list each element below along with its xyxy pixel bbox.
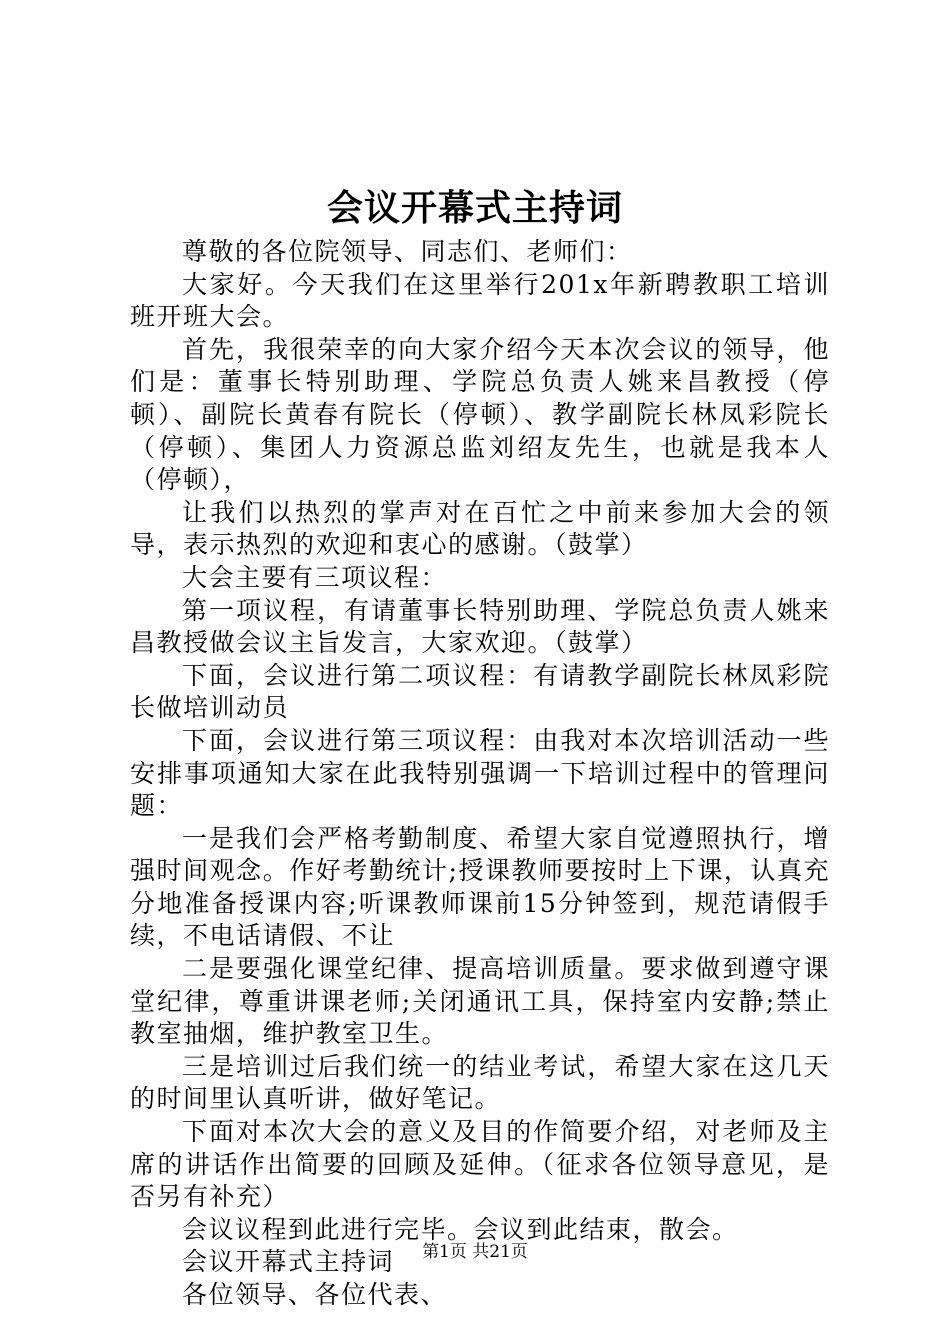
paragraph-closing: 会议议程到此进行完毕。会议到此结束，散会。: [182, 1214, 739, 1244]
paragraph-introduce-leaders: 首先，我很荣幸的向大家介绍今天本次会议的领导，他们是：董事长特别助理、学院总负责人姚来昌教授（停顿）、副院长黄春有院长（停顿）、教学副院长林凤彩院长（停顿）、集团人力资源总监刘绍友先生，也就是我本人（停顿），: [130, 334, 830, 495]
document-body: [130, 236, 830, 1312]
paragraph-agenda-intro: 大会主要有三项议程：: [182, 562, 448, 592]
document-title: 会议开幕式主持词: [326, 187, 623, 229]
paragraph-agenda-item-2: 下面，会议进行第二项议程：有请教学副院长林凤彩院长做培训动员: [130, 660, 830, 723]
paragraph-applause-welcome: 让我们以热烈的掌声对在百忙之中前来参加大会的领导，表示热烈的欢迎和衷心的感谢。（鼓掌）: [130, 497, 830, 560]
paragraph-rule-2: 二是要强化课堂纪律、提高培训质量。要求做到遵守课堂纪律，尊重讲课老师;关闭通讯工具，保持室内安静;禁止教室抽烟，维护教室卫生。: [130, 954, 830, 1049]
paragraph-summary: 下面对本次大会的意义及目的作简要介绍，对老师及主席的讲话作出简要的回顾及延伸。（征求各位领导意见，是否另有补充）: [130, 1117, 830, 1212]
paragraph-agenda-item-3: 下面，会议进行第三项议程：由我对本次培训活动一些安排事项通知大家在此我特别强调一下培训过程中的管理问题：: [130, 725, 830, 821]
paragraph-rule-3: 三是培训过后我们统一的结业考试，希望大家在这几天的时间里认真听讲，做好笔记。: [130, 1051, 830, 1114]
paragraph-rule-1: 一是我们会严格考勤制度、希望大家自觉遵照执行，增强时间观念。作好考勤统计;授课教师要按时上下课，认真充分地准备授课内容;听课教师课前15分钟签到，规范请假手续，不电话请假、不让: [130, 823, 830, 951]
paragraph-second-salutation: 各位领导、各位代表、: [182, 1280, 448, 1309]
paragraph-greeting: 大家好。今天我们在这里举行201x年新聘教职工培训班开班大会。: [130, 269, 830, 332]
page-footer: 第1页 共21页: [422, 1242, 528, 1262]
paragraph-second-title: 会议开幕式主持词: [182, 1247, 395, 1277]
paragraph-salutation: 尊敬的各位院领导、同志们、老师们：: [182, 237, 633, 266]
paragraph-agenda-item-1: 第一项议程，有请董事长特别助理、学院总负责人姚来昌教授做会议主旨发言，大家欢迎。（鼓掌）: [130, 595, 830, 658]
